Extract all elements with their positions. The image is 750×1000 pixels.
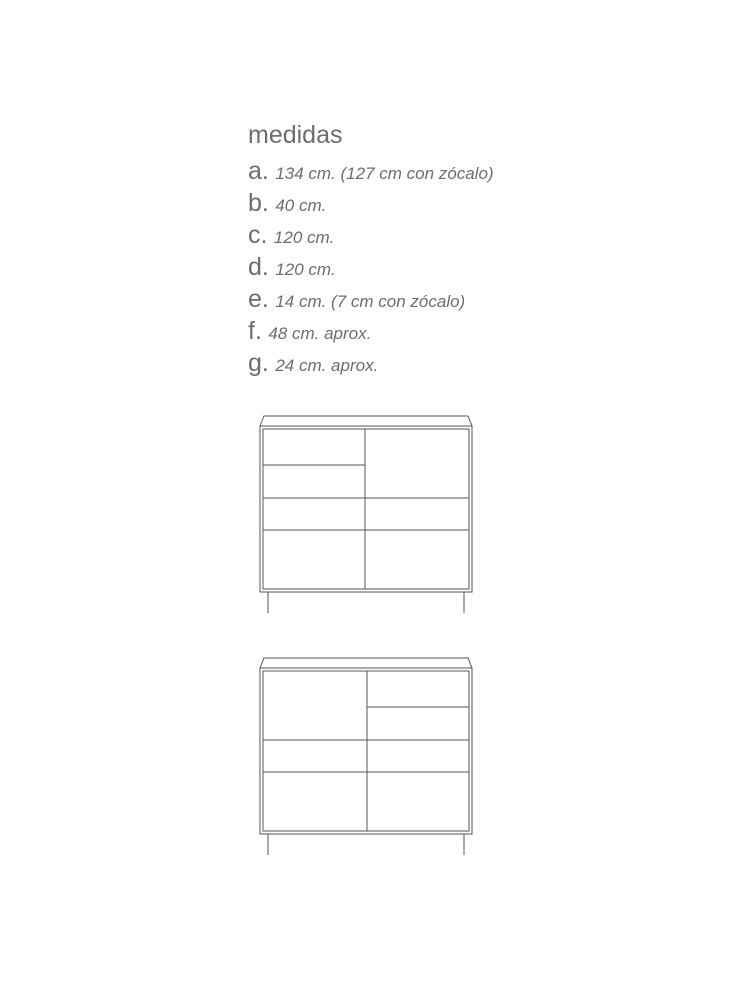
measure-item-a xyxy=(248,155,648,187)
measure-letter: f. xyxy=(248,317,262,345)
measure-value: 14 cm. (7 cm con zócalo) xyxy=(275,292,466,311)
measure-letter: e. xyxy=(248,285,269,313)
measure-item-f xyxy=(248,315,648,347)
top-board xyxy=(260,658,472,668)
measures-section xyxy=(248,118,648,379)
measure-item-d xyxy=(248,251,648,283)
measure-item-b xyxy=(248,187,648,219)
measure-item-c xyxy=(248,219,648,251)
measure-value: 24 cm. aprox. xyxy=(275,356,379,375)
measure-item-e xyxy=(248,283,648,315)
measure-letter: g. xyxy=(248,349,269,377)
measure-letter: c. xyxy=(248,221,268,249)
measure-value: 120 cm. xyxy=(275,260,336,279)
measures-title: medidas xyxy=(248,121,343,149)
measure-item-g xyxy=(248,347,648,379)
furniture-drawing-front-a xyxy=(250,410,490,620)
measure-letter: d. xyxy=(248,253,269,281)
furniture-line-drawing xyxy=(250,652,490,862)
cabinet-body xyxy=(260,668,472,834)
furniture-drawing-front-b xyxy=(250,652,490,862)
measure-value: 40 cm. xyxy=(275,196,327,215)
top-board xyxy=(260,416,472,426)
measure-value: 48 cm. aprox. xyxy=(268,324,372,343)
measure-letter: b. xyxy=(248,189,269,217)
measure-value: 134 cm. (127 cm con zócalo) xyxy=(275,164,494,183)
cabinet-body xyxy=(260,426,472,592)
measure-letter: a. xyxy=(248,157,269,185)
measure-value: 120 cm. xyxy=(273,228,335,247)
furniture-line-drawing xyxy=(250,410,490,620)
